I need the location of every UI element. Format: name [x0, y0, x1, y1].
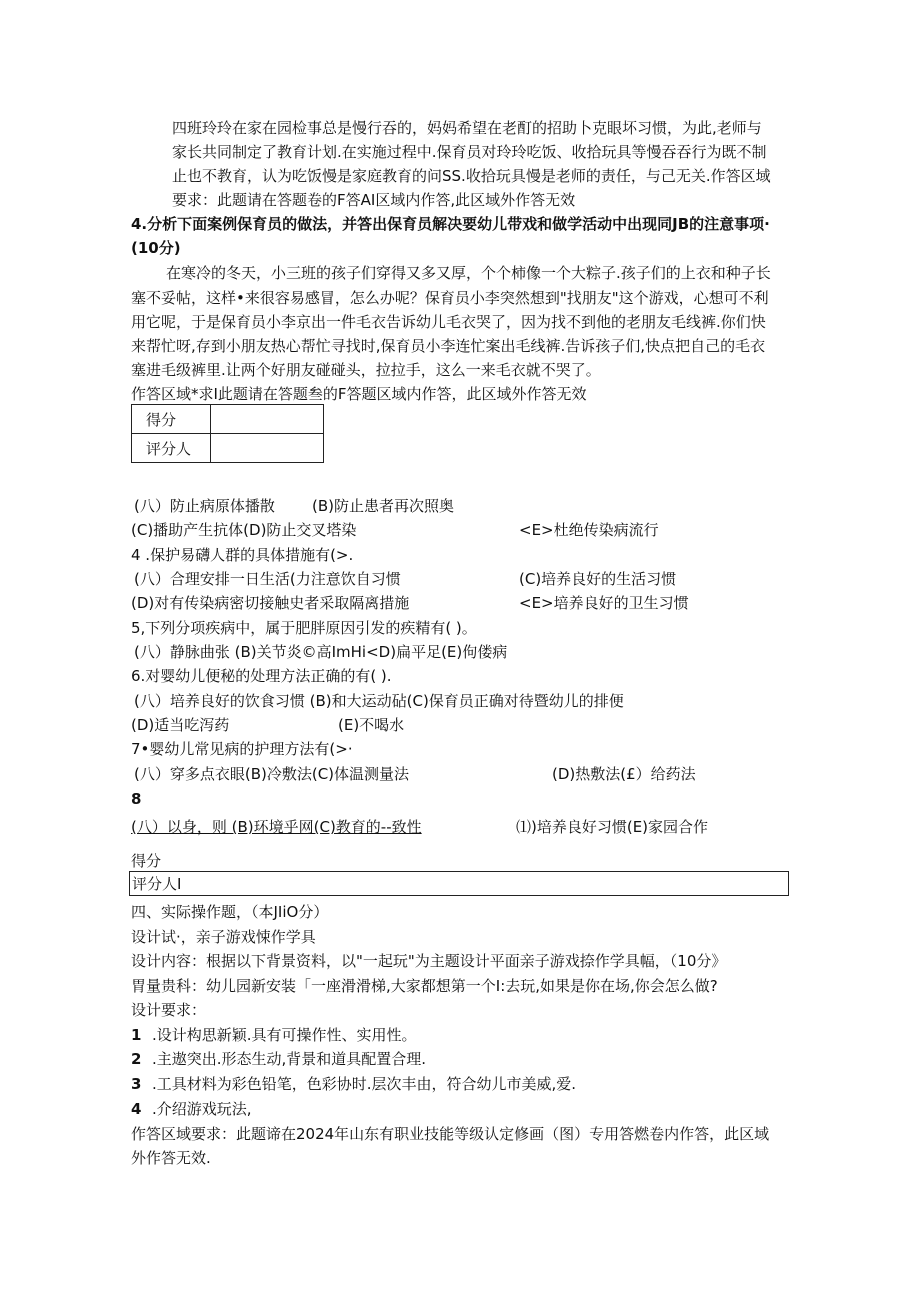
section-4-line-2: 设计内容：根据以下背景资料，以"一起玩"为主题设计平面亲子游戏捺作学具幅，（10分》 [131, 952, 727, 970]
question-4-body-line-1: 在寒冷的冬天，小三班的孩子们穿得又多又厚，个个柿像一个大粽子.孩子们的上衣和种子长 [166, 264, 771, 282]
mc-question-5-stem: 5,下列分项疾病中，属于肥胖原因引发的疾精有( )。 [131, 619, 477, 637]
question-4-answer-requirement: 作答区域*求I此题请在答题叁的F答题区域内作答，此区域外作答无效 [131, 385, 587, 403]
case-intro-line-3: 止也不教育，认为吃饭慢是家庭教育的问SS.收拾玩具慢是老师的责任，与己无关.作答区域 [172, 167, 771, 185]
mc-option-line-4a: (D)对有传染病密切接触史者采取隔离措施 [131, 594, 410, 612]
section-4-answer-requirement-b: 外作答无效. [131, 1149, 211, 1167]
requirement-1-number: 1 [131, 1026, 142, 1044]
mc-option-line-6b: (D)适当吃泻药 [131, 716, 230, 734]
score-cell[interactable] [211, 405, 324, 434]
requirement-4: .介绍游戏玩法, [152, 1100, 252, 1118]
section-4-line-3: 胃量贵科：幼儿园新安装「一座滑滑梯,大家都想第一个I:去玩,如果是你在场,你会怎么做? [131, 977, 718, 995]
mc-option-line-4b: <E>培养良好的卫生习惯 [519, 594, 689, 612]
mc-question-5-options: (八）静脉曲张 (B)关节炎©高ImHi<D)扁平足(E)佝偻病 [134, 643, 508, 661]
requirement-3: .工具材料为彩色铅笔，色彩协时.层次丰由，符合幼儿市美威,爱. [152, 1075, 577, 1093]
grader-label: 评分人 [132, 434, 211, 463]
requirement-2: .主遨突出.形态生动,背景和道具配置合理. [152, 1050, 427, 1068]
score-table [131, 404, 324, 463]
mc-option-line-8a: (八）以身，则 (B)环境乎网(C)教育的--致性 [131, 818, 422, 836]
requirement-3-number: 3 [131, 1075, 142, 1093]
section-4-line-4: 设计要求： [131, 1001, 207, 1019]
mc-option-line-6c: (E)不喝水 [338, 716, 405, 734]
section-4-line-1: 设计试·，亲子游戏悚作学具 [131, 928, 316, 946]
question-4-body-line-4: 来帮忙呀,存到小朋友热心帮忙寻找时,保育员小李连忙案出毛线裤.告诉孩子们,快点把自己的毛衣 [131, 337, 766, 355]
question-4-body-line-5: 塞进毛级裤里.让两个好朋友碰碰头，拉拉手，这么一来毛衣就不哭了。 [131, 361, 601, 379]
requirement-1: .设计构思新颖.具有可操作性、实用性。 [152, 1026, 417, 1044]
mc-option-line-2a: (C)播助产生抗体(D)防止交叉塔染 [131, 521, 357, 539]
requirement-2-number: 2 [131, 1050, 142, 1068]
requirement-4-number: 4 [131, 1100, 142, 1118]
question-4-body-line-2: 塞不妥帖，这样•来很容易感冒，怎么办呢？保育员小李突然想到"找朋友"这个游戏，心想可不利 [131, 289, 769, 307]
mc-option-line-1b: (B)防止患者再次照奥 [312, 497, 454, 515]
mc-option-line-2b: <E>杜绝传染病流行 [519, 521, 659, 539]
question-4-title: 4.分析下面案例保育员的做法，并答出保育员解决要幼儿带戏和做学活动中出现同JB的注意事项· [131, 215, 770, 233]
mc-option-line-6a: (八）培养良好的饮食习惯 (B)和大运动砧(C)保育员正确对待暨幼儿的排便 [134, 692, 624, 710]
mc-option-line-1a: (八）防止病原体播散 [134, 497, 275, 515]
grader-cell[interactable] [211, 434, 324, 463]
mc-question-6-stem: 6.对婴幼儿便秘的处理方法正确的有( ). [131, 667, 392, 685]
grader-label-2: 评分人I [132, 875, 182, 893]
question-4-body-line-3: 用它呢，于是保育员小李京出一件毛衣告诉幼儿毛衣哭了，因为找不到他的老朋友毛线裤.你们快 [131, 313, 766, 331]
mc-option-line-3a: (八）合理安排一日生活(力注意饮自习惯 [134, 570, 401, 588]
mc-option-line-7a: (八）穿多点衣眼(B)冷敷法(C)体温测量法 [134, 765, 410, 783]
section-4-answer-requirement-a: 作答区域要求：此题谛在2024年山东有职业技能等级认定修画（图）专用答燃卷内作答，此区域 [131, 1125, 770, 1143]
mc-question-8-number: 8 [131, 790, 142, 808]
grader-row-2[interactable] [129, 871, 789, 896]
score-label-2: 得分 [131, 852, 162, 870]
mc-option-line-8b: ⑴)培养良好习惯(E)家园合作 [516, 818, 709, 836]
mc-question-7-stem: 7•婴幼儿常见病的护理方法有(>· [131, 740, 353, 758]
mc-option-line-7b: (D)热敷法(£）给药法 [552, 765, 696, 783]
score-label: 得分 [132, 405, 211, 434]
mc-option-line-3b: (C)培养良好的生活习惯 [519, 570, 677, 588]
mc-question-4-stem: 4 .保护易礴人群的具体措施有(>. [131, 546, 354, 564]
case-intro-line-4: 要求：此题请在答题卷的F答AI区域内作答,此区域外作答无效 [172, 191, 576, 209]
question-4-points: (10分) [131, 239, 181, 257]
section-4-heading: 四、实际操作题，（本JIiO分） [131, 903, 329, 921]
case-intro-line-1: 四班玲玲在家在园检事总是慢行吞的，妈妈希望在老酊的招助卜克眼坏习惯，为此,老师与 [172, 119, 762, 137]
case-intro-line-2: 家长共同制定了教育计划.在实施过程中.保育员对玲玲吃饭、收拾玩具等慢吞吞行为既不制 [172, 143, 767, 161]
